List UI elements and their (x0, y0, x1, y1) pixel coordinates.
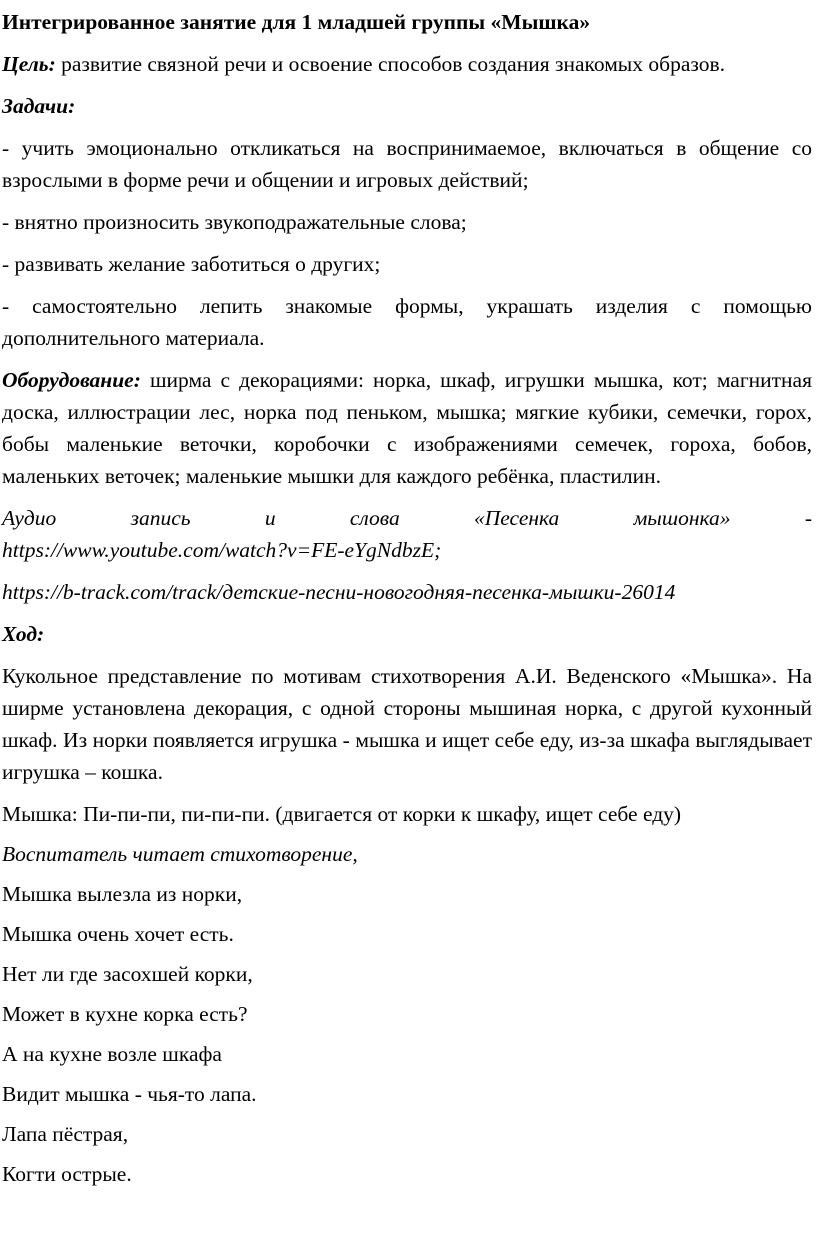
tasks-label: Задачи: (2, 94, 76, 118)
poem-line: Может в кухне корка есть? (2, 1002, 248, 1026)
audio-title-line: Аудио запись и слова «Песенка мышонка» - (2, 506, 812, 530)
task-item: - самостоятельно лепить знакомые формы, украшать изделия с помощью дополнительного материала. (2, 294, 812, 350)
task-item: - развивать желание заботиться о других; (2, 252, 381, 276)
poem-line: Мышка вылезла из норки, (2, 882, 243, 906)
equipment-text: ширма с декорациями: норка, шкаф, игрушки мышка, кот; магнитная доска, иллюстрации лес, норка под пеньком, мышка; мягкие кубики, семечки, горох, бобы маленькие веточки, коробочки с изображениями семечек, гороха, бобов, маленьких веточек; маленькие мышки для каждого ребёнка, пластилин. (2, 368, 812, 488)
course-label: Ход: (2, 622, 45, 646)
mouse-line: Мышка: Пи-пи-пи, пи-пи-пи. (двигается от корки к шкафу, ищет себе еду) (2, 802, 682, 826)
goal-text: развитие связной речи и освоение способов создания знакомых образов. (55, 52, 726, 76)
poem-line: Мышка очень хочет есть. (2, 922, 234, 946)
equipment-label: Оборудование: (2, 368, 141, 392)
goal-label: Цель: (2, 52, 56, 76)
poem-line: Лапа пёстрая, (2, 1122, 129, 1146)
document-title: Интегрированное занятие для 1 младшей группы «Мышка» (2, 10, 591, 34)
audio-link-btrack: https://b-track.com/track/детские-песни-новогодняя-песенка-мышки-26014 (2, 580, 676, 604)
poem-line: Видит мышка - чья-то лапа. (2, 1082, 257, 1106)
audio-link-youtube: https://www.youtube.com/watch?v=FE-eYgNdbzE; (2, 538, 442, 562)
task-item: - учить эмоционально откликаться на воспринимаемое, включаться в общение со взрослыми в форме речи и общении и игровых действий; (2, 136, 812, 192)
teacher-reads: Воспитатель читает стихотворение, (2, 842, 358, 866)
task-item: - внятно произносить звукоподражательные слова; (2, 210, 467, 234)
poem-line: Когти острые. (2, 1162, 132, 1186)
equipment-paragraph (0, 364, 812, 492)
goal-paragraph (0, 48, 812, 80)
course-intro: Кукольное представление по мотивам стихотворения А.И. Веденского «Мышка». На ширме установлена декорация, с одной стороны мышиная норка, с другой кухонный шкаф. Из норки появляется игрушка - мышка и ищет себе еду, из-за шкафа выглядывает игрушка – кошка. (2, 664, 812, 784)
poem-line: А на кухне возле шкафа (2, 1042, 222, 1066)
poem-line: Нет ли где засохшей корки, (2, 962, 253, 986)
